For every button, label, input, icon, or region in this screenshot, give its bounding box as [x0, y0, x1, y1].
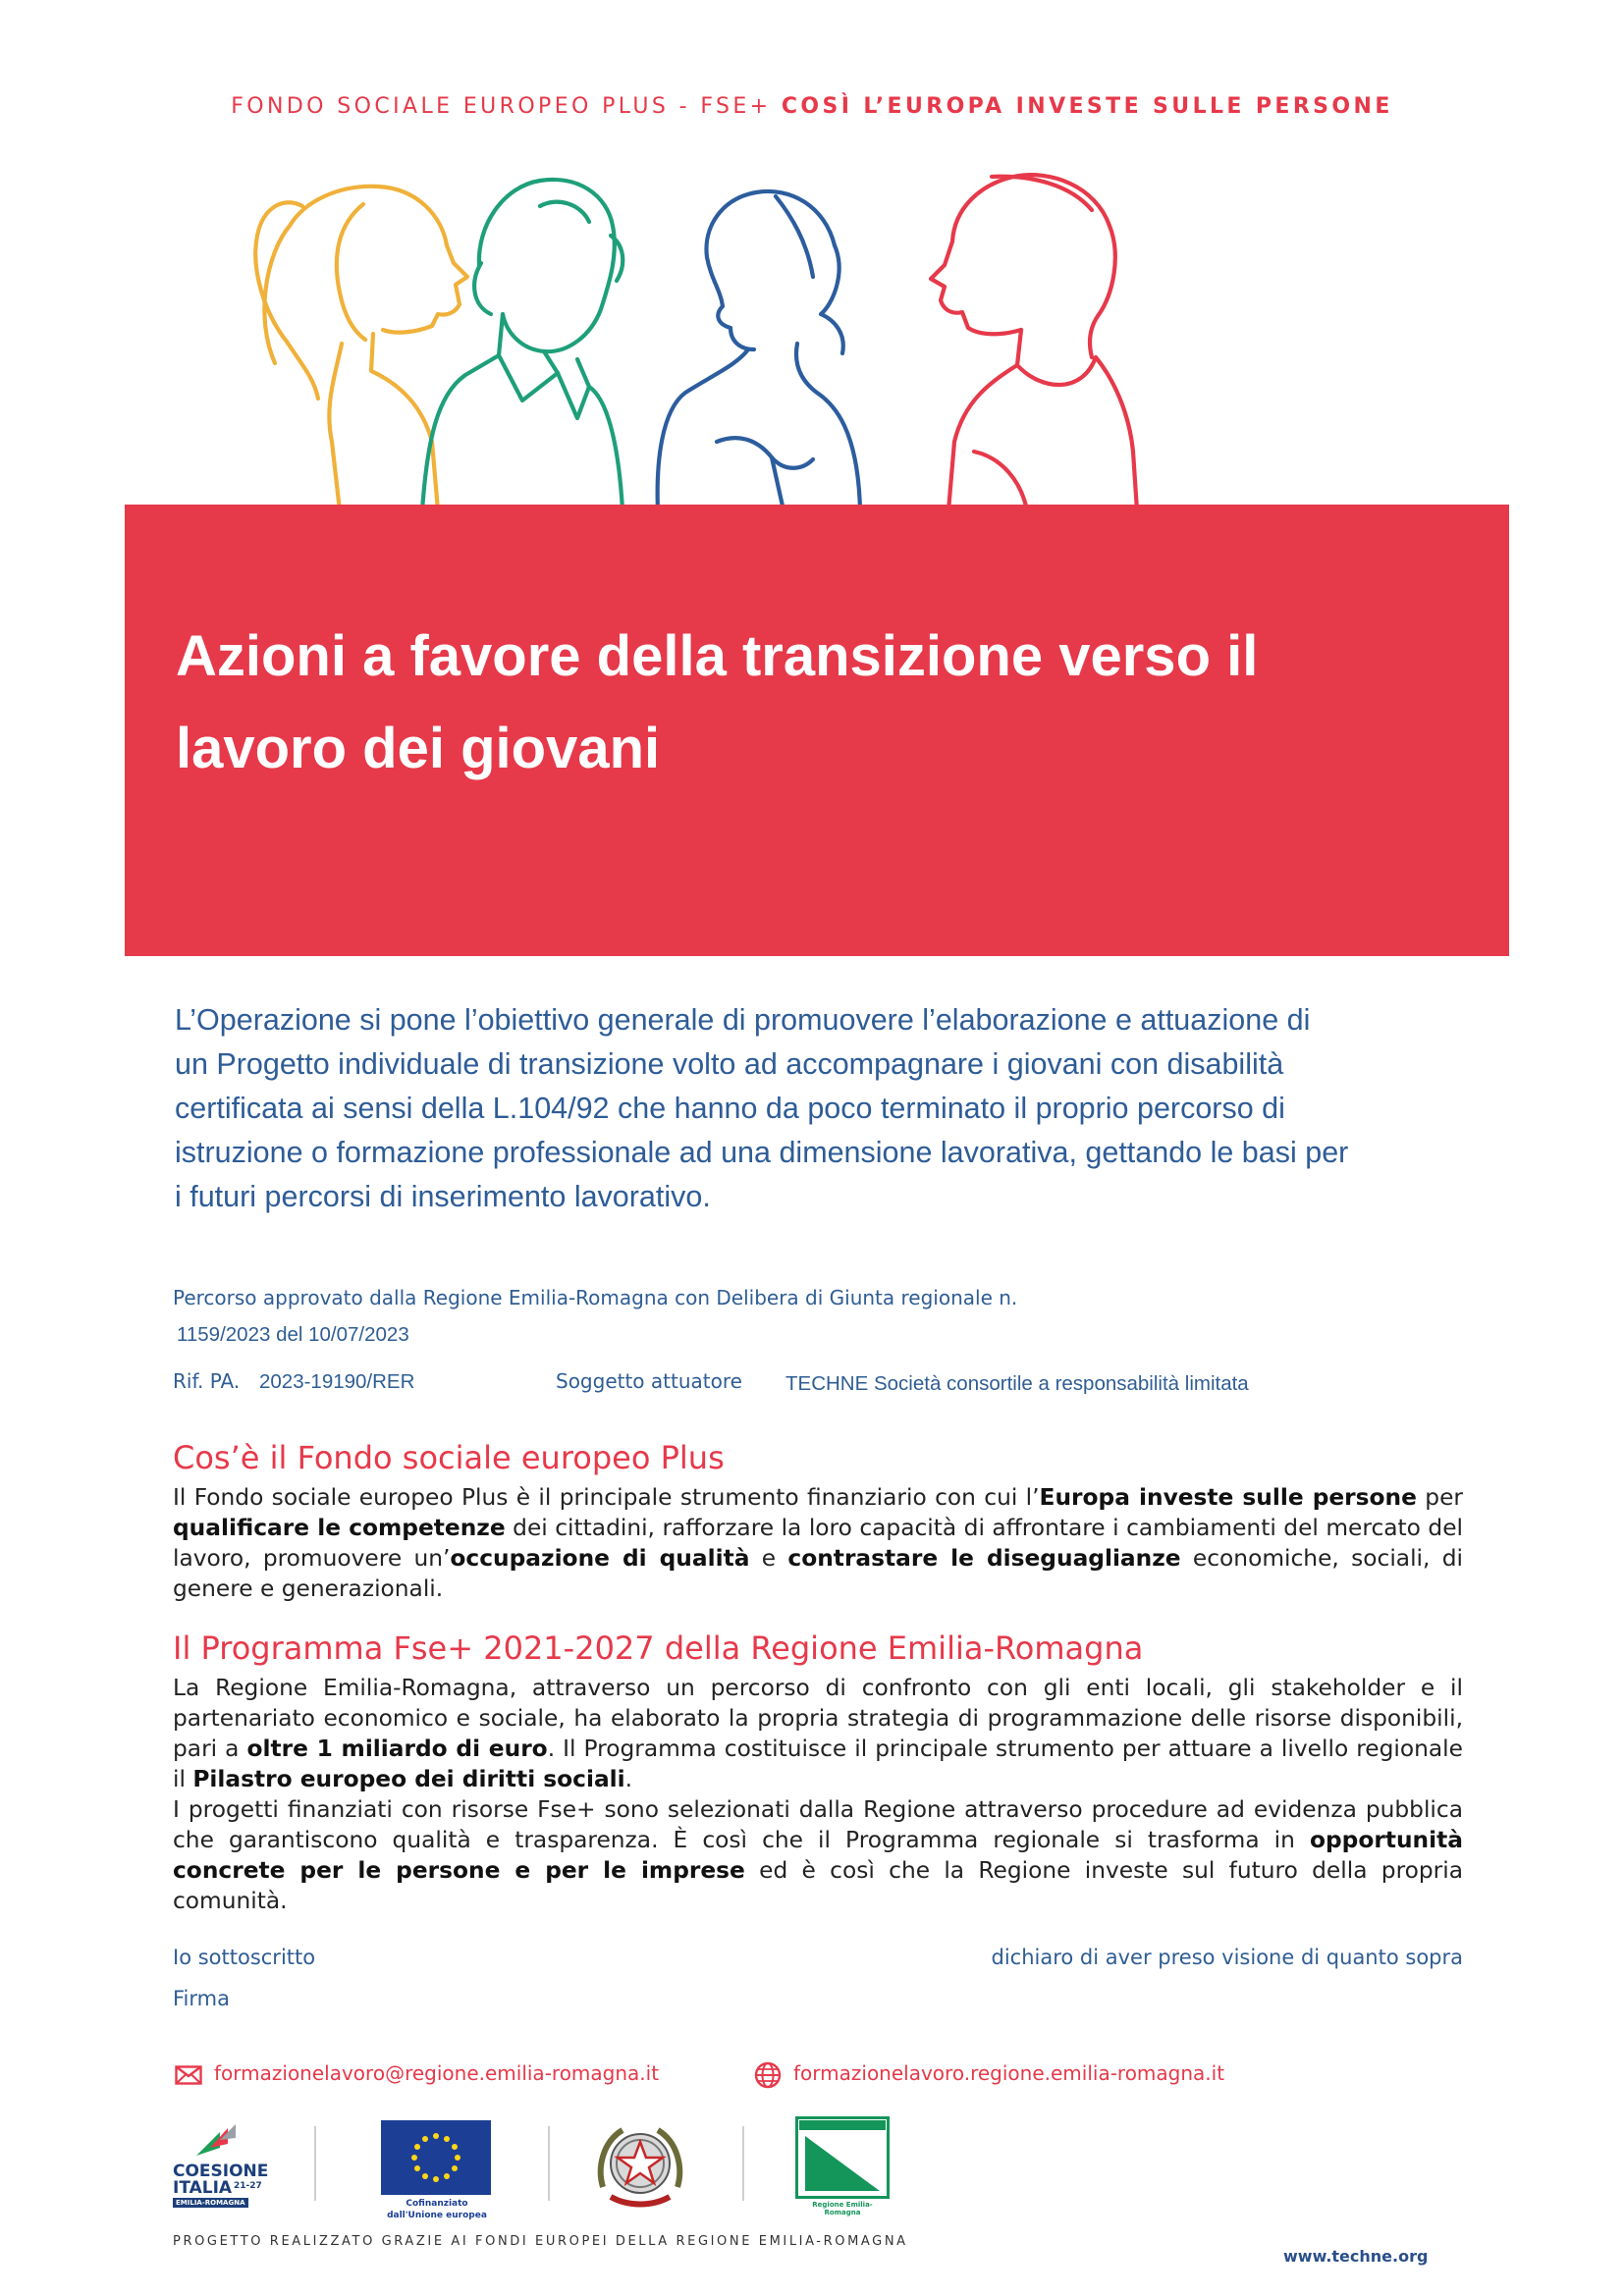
soggetto-attuatore-value: TECHNE Società consortile a responsabilità limitata [785, 1372, 1249, 1395]
text-run: Il Fondo sociale europeo Plus è il principale strumento finanziario con cui l’ [173, 1484, 1040, 1511]
eu-cofinanced-logo [377, 2120, 497, 2218]
coesione-italia-logo [173, 2118, 271, 2207]
delibera-value: 1159/2023 del 10/07/2023 [177, 1323, 409, 1346]
top-strapline [0, 94, 1624, 119]
soggetto-attuatore-label: Soggetto attuatore [556, 1369, 742, 1393]
intro-line: istruzione o formazione professionale ad una dimensione lavorativa, gettando le basi per [175, 1136, 1349, 1169]
section-title-fse: Cos’è il Fondo sociale europeo Plus [173, 1439, 725, 1476]
text-run: per [1416, 1484, 1463, 1511]
paragraph-block [173, 1794, 1463, 1916]
globe-icon [754, 2061, 782, 2089]
text-run: economiche, sociali, di genere e generazionali. [173, 1545, 1463, 1602]
title-band [125, 505, 1509, 956]
figure-blue-woman [658, 191, 860, 510]
title-line-1: Azioni a favore della transizione verso il [176, 624, 1259, 688]
coesione-mark-icon [190, 2118, 249, 2162]
declaration-label: dichiaro di aver preso visione di quanto sopra [991, 1946, 1463, 1969]
figure-green-person [422, 180, 623, 510]
coesione-region-badge: EMILIA-ROMAGNA [173, 2198, 248, 2208]
figure-red-man [931, 175, 1137, 510]
people-line-illustration [245, 147, 1375, 510]
text-run: La Regione Emilia-Romagna, attraverso un percorso di confronto con gli enti locali, gli stakeholder e il partenariato economico e sociale, ha elaborato la propria strategia di programmazione delle risorse disponibili, pari a [173, 1675, 1463, 1762]
undersigned-label: Io sottoscritto [173, 1946, 316, 1969]
approval-label: Percorso approvato dalla Regione Emilia-Romagna con Delibera di Giunta regionale n. [173, 1286, 1018, 1309]
intro-line: certificata ai sensi della L.104/92 che hanno da poco terminato il proprio percorso di [175, 1092, 1285, 1125]
coesione-line-2: ITALIA [173, 2178, 233, 2198]
coesione-years: 21-27 [234, 2181, 262, 2191]
section-paragraph-programma [173, 1673, 1463, 1916]
strapline-regular: FONDO SOCIALE EUROPEO PLUS - FSE+ [231, 94, 782, 119]
text-run: . [624, 1766, 633, 1792]
intro-line: L’Operazione si pone l’obiettivo generale di promuovere l’elaborazione e attuazione di [175, 1003, 1311, 1037]
text-run: dei cittadini, rafforzare la loro capacità di affrontare i cambiamenti del mercato del lavoro, promuovere un’ [173, 1515, 1464, 1572]
intro-line: i futuri percorsi di inserimento lavorativo. [175, 1180, 711, 1213]
techne-site-link[interactable]: www.techne.org [1283, 2247, 1429, 2266]
firma-label: Firma [173, 1987, 230, 2010]
italian-republic-emblem-icon [593, 2118, 687, 2215]
rif-pa-label: Rif. PA. [173, 1369, 241, 1393]
regione-emilia-romagna-logo [795, 2116, 893, 2215]
coesione-line-1: COESIONE [173, 2162, 269, 2181]
eu-caption-2: dall'Unione europea [387, 2211, 487, 2220]
website-link[interactable]: formazionelavoro.regione.emilia-romagna.it [793, 2061, 1225, 2085]
figure-yellow-woman [255, 187, 467, 510]
bold-run: opportunità concrete per le persone e per le imprese [173, 1827, 1463, 1884]
strapline-bold: COSÌ L’EUROPA INVESTE SULLE PERSONE [781, 94, 1393, 119]
page-title [176, 611, 1452, 795]
text-run: e [749, 1545, 788, 1572]
email-link[interactable]: formazionelavoro@regione.emilia-romagna.it [214, 2061, 660, 2085]
regione-er-mark-icon [795, 2116, 890, 2199]
intro-paragraph [175, 998, 1481, 1219]
bold-run: oltre 1 miliardo di euro [246, 1735, 548, 1762]
bold-run: contrastare le diseguaglianze [787, 1545, 1181, 1572]
section-title-programma: Il Programma Fse+ 2021-2027 della Regione Emilia-Romagna [173, 1629, 1144, 1667]
bold-run: Europa investe sulle persone [1039, 1484, 1417, 1511]
section-paragraph-fse [173, 1482, 1463, 1604]
bold-run: qualificare le competenze [173, 1515, 506, 1541]
rif-pa-value: 2023-19190/RER [259, 1370, 415, 1393]
intro-line: un Progetto individuale di transizione volto ad accompagnare i giovani con disabilità [175, 1047, 1284, 1081]
footer-note: PROGETTO REALIZZATO GRAZIE AI FONDI EUROPEI DELLA REGIONE EMILIA-ROMAGNA [173, 2234, 908, 2249]
logo-divider [314, 2126, 316, 2201]
mail-icon [175, 2065, 202, 2085]
text-run: ed è così che la Regione investe sul futuro della propria comunità. [173, 1857, 1464, 1914]
paragraph-block [173, 1673, 1463, 1794]
logo-divider [548, 2126, 550, 2201]
regione-er-caption: Regione Emilia-Romagna [812, 2201, 873, 2216]
eu-caption-1: Cofinanziato [406, 2199, 468, 2209]
bold-run: occupazione di qualità [450, 1545, 750, 1572]
eu-flag-icon [381, 2120, 491, 2195]
title-line-2: lavoro dei giovani [176, 717, 661, 780]
text-run: I progetti finanziati con risorse Fse+ sono selezionati dalla Regione attraverso procedure ad evidenza pubblica che garantiscono qualità e trasparenza. È così che il Programma regionale si trasforma in [173, 1796, 1463, 1853]
text-run: . Il Programma costituisce il principale strumento per attuare a livello regionale il [173, 1735, 1463, 1792]
bold-run: Pilastro europeo dei diritti sociali [192, 1766, 625, 1792]
logo-divider [742, 2126, 744, 2201]
